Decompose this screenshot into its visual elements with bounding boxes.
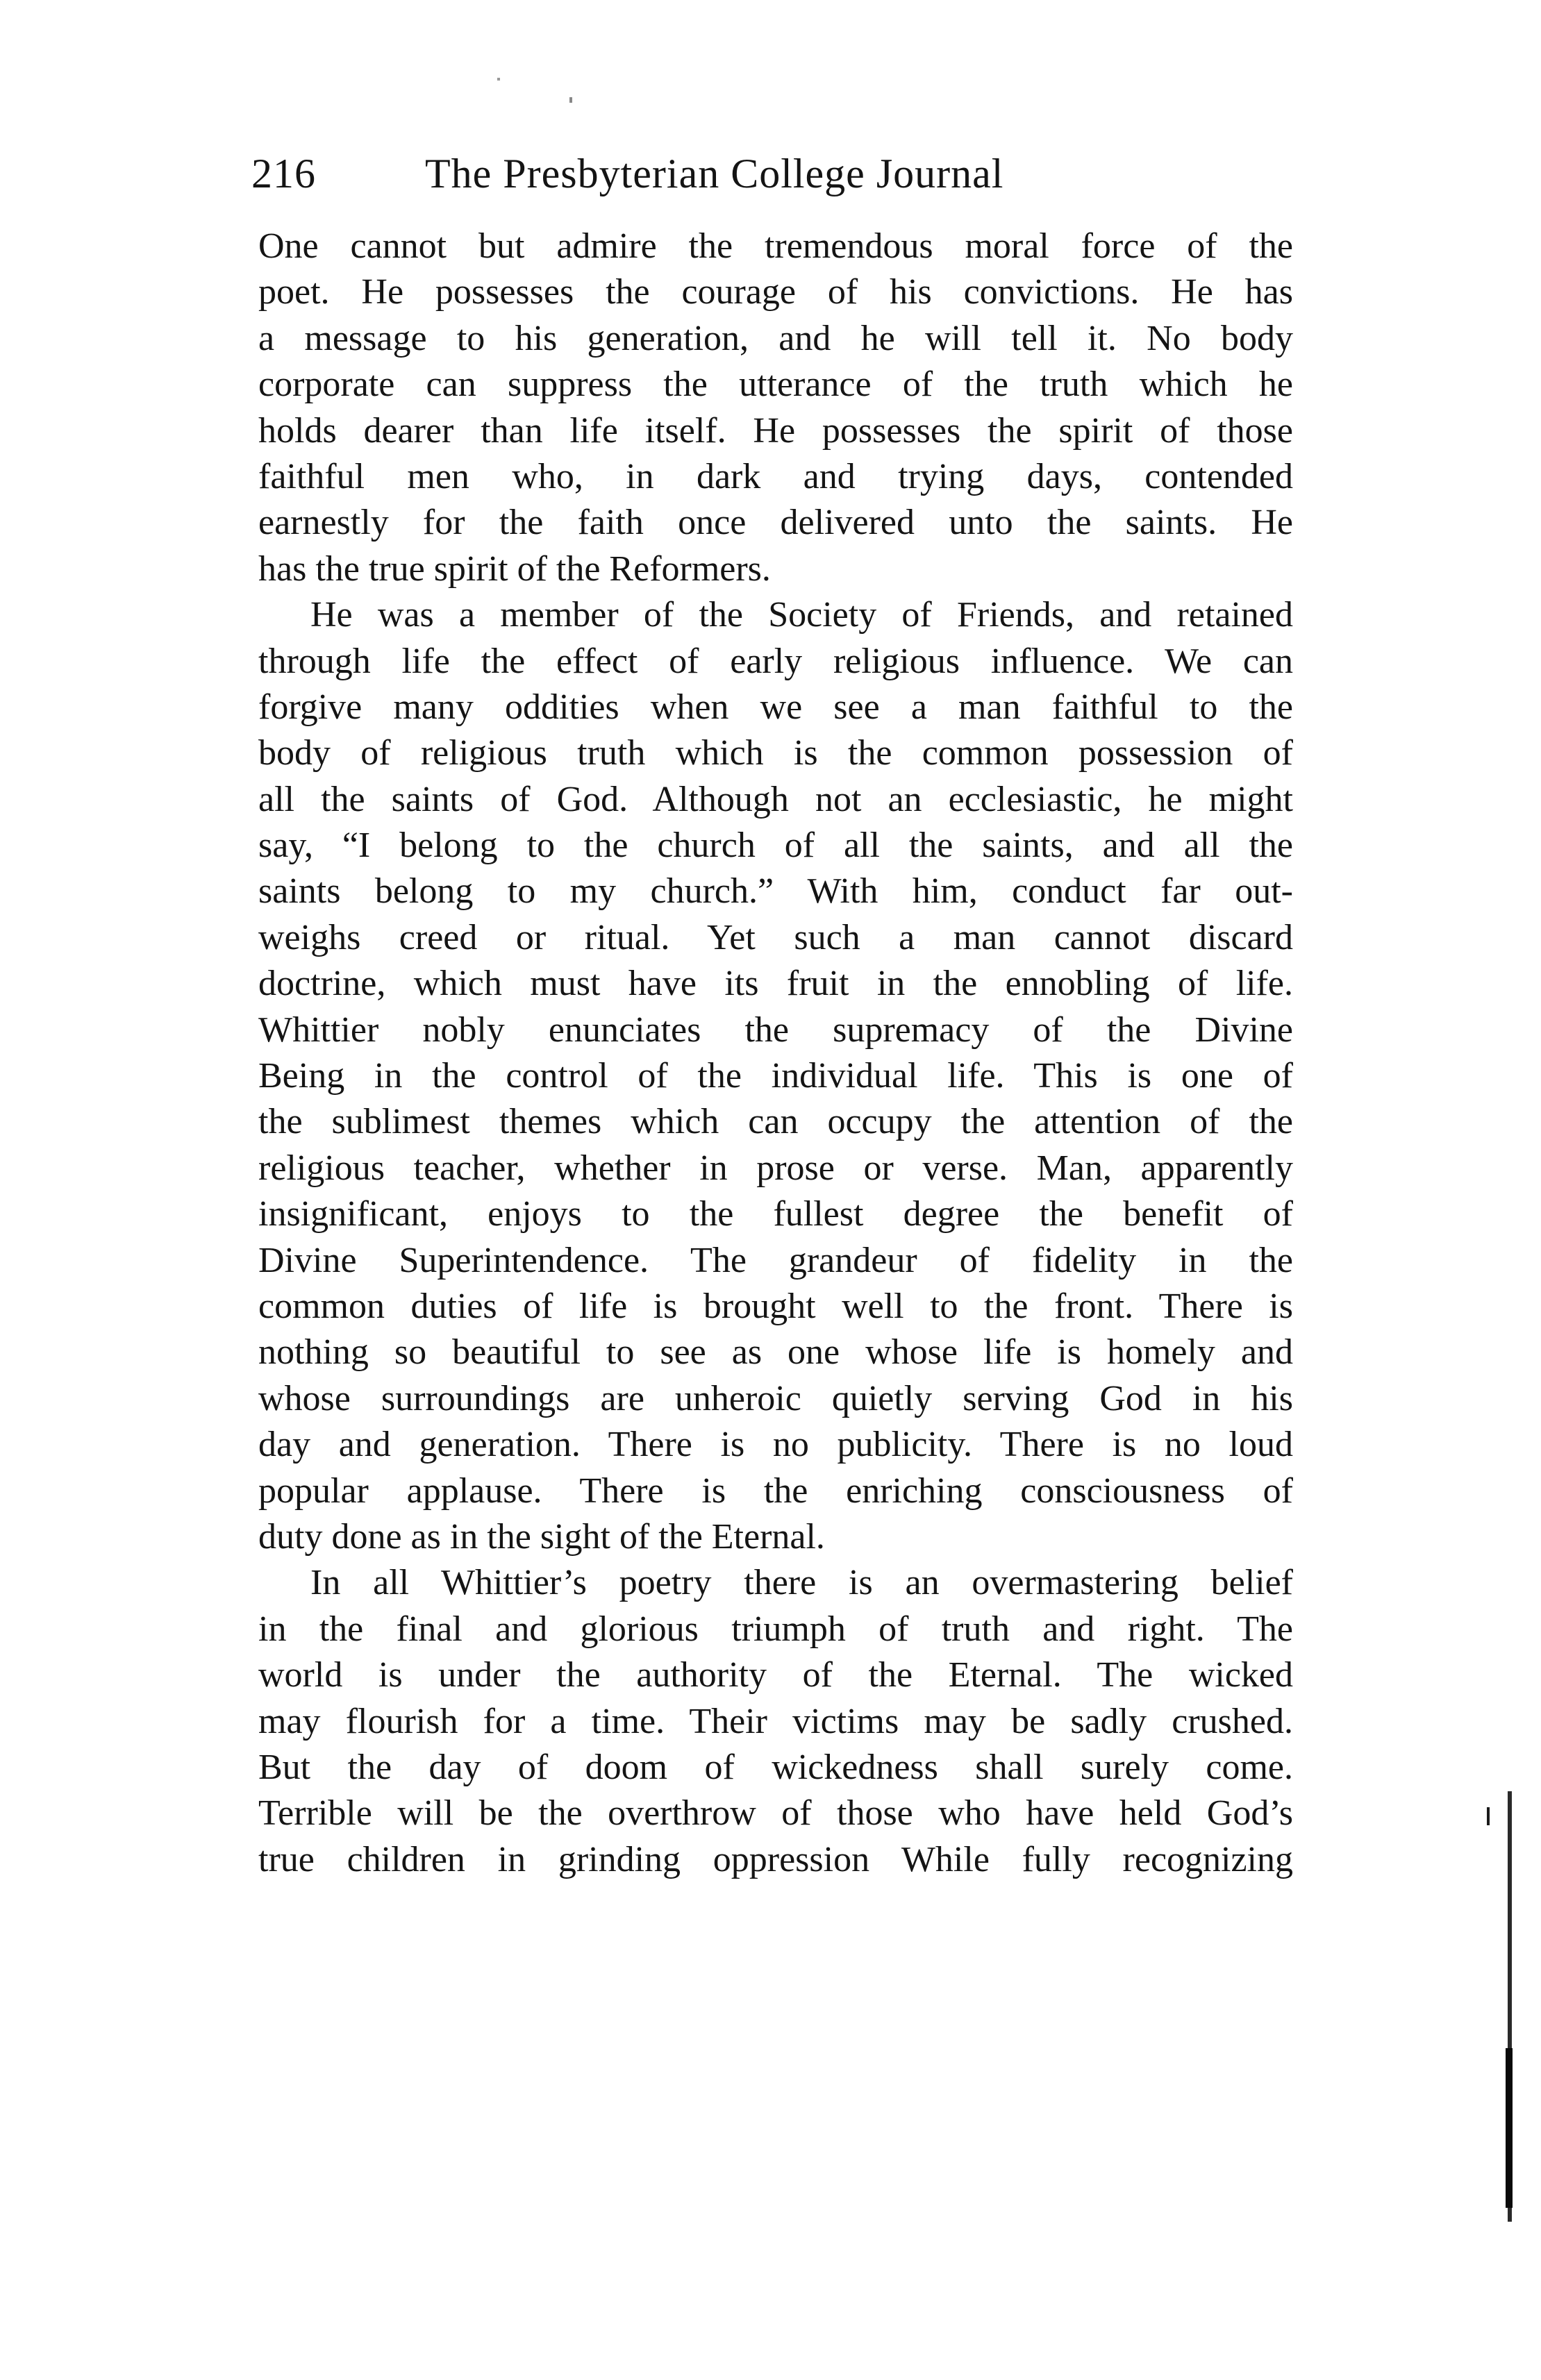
text-line: whose surroundings are unheroic quietly serving God in his xyxy=(258,1378,1293,1418)
text-line: a message to his generation, and he will tell it. No body xyxy=(258,318,1293,358)
paragraph-2 xyxy=(258,592,1293,1560)
text-line: holds dearer than life itself. He possesses the spirit of those xyxy=(258,410,1293,451)
scan-speck xyxy=(569,97,572,103)
text-line: earnestly for the faith once delivered unto the saints. He xyxy=(258,503,1293,543)
margin-speck xyxy=(1487,1807,1490,1825)
text-line: He was a member of the Society of Friends, and retained xyxy=(310,595,1293,635)
running-head xyxy=(251,139,1293,208)
journal-title: The Presbyterian College Journal xyxy=(425,151,1004,196)
text-line: In all Whittier’s poetry there is an overmastering belief xyxy=(310,1563,1293,1603)
text-line: faithful men who, in dark and trying days, contended xyxy=(258,456,1293,496)
scan-speck xyxy=(497,78,500,81)
text-line: Whittier nobly enunciates the supremacy of the Divine xyxy=(258,1009,1293,1050)
text-line: One cannot but admire the tremendous moral force of the xyxy=(258,226,1293,266)
paragraph-1 xyxy=(258,224,1293,592)
text-line: may flourish for a time. Their victims may be sadly crushed. xyxy=(258,1701,1293,1741)
text-line: has the true spirit of the Reformers. xyxy=(258,548,771,589)
text-line: Terrible will be the overthrow of those who have held God’s xyxy=(258,1793,1293,1834)
binding-edge-shadow-dark xyxy=(1506,2048,1513,2208)
text-line: Being in the control of the individual life. This is one of xyxy=(258,1056,1293,1096)
text-line: true children in grinding oppression While fully recognizing xyxy=(258,1839,1293,1879)
text-line: body of religious truth which is the common possession of xyxy=(258,733,1293,773)
body-text xyxy=(258,224,1293,1883)
text-line: say, “I belong to the church of all the saints, and all the xyxy=(258,826,1293,866)
text-line: insignificant, enjoys to the fullest degree the benefit of xyxy=(258,1194,1293,1234)
page-number: 216 xyxy=(251,151,316,196)
text-line: corporate can suppress the utterance of the truth which he xyxy=(258,364,1293,405)
text-line: all the saints of God. Although not an ecclesiastic, he might xyxy=(258,779,1293,819)
text-line: saints belong to my church.” With him, conduct far out- xyxy=(258,871,1293,912)
text-line: But the day of doom of wickedness shall surely come. xyxy=(258,1747,1293,1787)
text-line: doctrine, which must have its fruit in the ennobling of life. xyxy=(258,964,1293,1004)
text-line: the sublimest themes which can occupy the attention of the xyxy=(258,1102,1293,1142)
text-line: day and generation. There is no publicity. There is no loud xyxy=(258,1425,1293,1465)
text-line: poet. He possesses the courage of his convictions. He has xyxy=(258,272,1293,312)
text-line: world is under the authority of the Eternal. The wicked xyxy=(258,1655,1293,1695)
text-line: in the final and glorious triumph of truth and right. The xyxy=(258,1609,1293,1649)
text-line: nothing so beautiful to see as one whose life is homely and xyxy=(258,1332,1293,1373)
text-line: forgive many oddities when we see a man faithful to the xyxy=(258,687,1293,727)
paragraph-3 xyxy=(258,1560,1293,1883)
text-line: through life the effect of early religious influence. We can xyxy=(258,641,1293,681)
text-line: common duties of life is brought well to the front. There is xyxy=(258,1286,1293,1326)
text-line: weighs creed or ritual. Yet such a man cannot discard xyxy=(258,917,1293,957)
text-line: popular applause. There is the enriching consciousness of xyxy=(258,1470,1293,1511)
text-line: Divine Superintendence. The grandeur of fidelity in the xyxy=(258,1240,1293,1280)
text-line: religious teacher, whether in prose or verse. Man, apparently xyxy=(258,1148,1293,1188)
text-line: duty done as in the sight of the Eternal. xyxy=(258,1516,825,1557)
